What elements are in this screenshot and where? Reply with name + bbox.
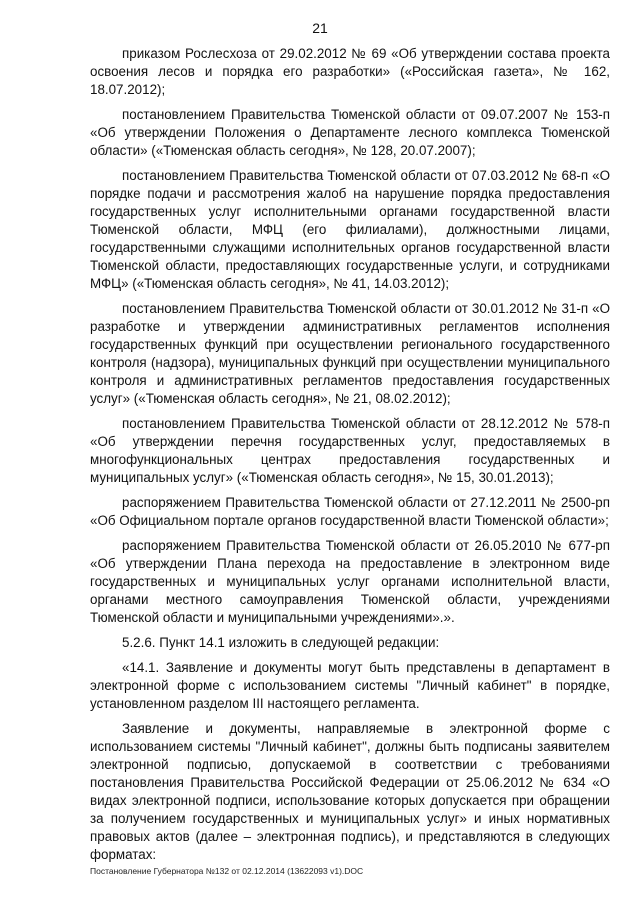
document-footer: Постановление Губернатора №132 от 02.12.2014 (13622093 v1).DOC xyxy=(90,866,364,876)
paragraph-electronic-signature: Заявление и документы, направляемые в электронной форме с использованием системы "Личный кабинет", должны быть подписаны заявителем электронной подписью, допускаемой в соответствии с требованиями постановления Правительства Российской Федерации от 25.06.2012 № 634 «О видах электронной подписи, использование которых допускается при обращении за получением государственных и муниципальных услуг» и иных нормативных правовых актов (далее – электронная подпись), и представляются в следующих форматах: xyxy=(90,721,610,862)
paragraph-clause-5-2-6: 5.2.6. Пункт 14.1 изложить в следующей редакции: xyxy=(122,635,440,650)
paragraph-resolution-68p: постановлением Правительства Тюменской области от 07.03.2012 № 68-п «О порядке подачи и рассмотрения жалоб на нарушение порядка предоставления государственных услуг исполнительными органами государственной власти Тюменской области, МФЦ (его филиалами), должностными лицами, государственными служащими исполнительных органов государственной власти Тюменской области, предоставляющих государственные услуги, и сотрудниками МФЦ» («Тюменская область сегодня», № 41, 14.03.2012); xyxy=(90,168,610,291)
paragraph-order-677rp: распоряжением Правительства Тюменской области от 26.05.2010 № 677-рп «Об утверждении Плана перехода на предоставление в электронном виде государственных и муниципальных услуг органами исполнительной власти, органами местного самоуправления Тюменской области, учреждениями Тюменской области и муниципальными учреждениями».». xyxy=(90,538,610,625)
paragraph-resolution-31p: постановлением Правительства Тюменской области от 30.01.2012 № 31-п «О разработке и утверждении административных регламентов исполнения государственных функций при осуществлении регионального государственного контроля (надзора), муниципальных функций при осуществлении муниципального контроля и административных регламентов предоставления государственных услуг» («Тюменская область сегодня», № 21, 08.02.2012); xyxy=(90,301,610,406)
paragraph-roslesxoz-order: приказом Рослесхоза от 29.02.2012 № 69 «Об утверждении состава проекта освоения лесов и порядка его разработки» («Российская газета», № 162, 18.07.2012); xyxy=(90,46,610,97)
page-number: 21 xyxy=(312,20,328,36)
paragraph-order-2500rp: распоряжением Правительства Тюменской области от 27.12.2011 № 2500-рп «Об Официальном портале органов государственной власти Тюменской области»; xyxy=(90,495,610,528)
paragraph-clause-14-1: «14.1. Заявление и документы могут быть представлены в департамент в электронной форме с использованием системы "Личный кабинет" в порядке, установленном разделом III настоящего регламента. xyxy=(90,660,610,711)
paragraph-resolution-153p: постановлением Правительства Тюменской области от 09.07.2007 № 153-п «Об утверждении Положения о Департаменте лесного комплекса Тюменской области» («Тюменская область сегодня», № 128, 20.07.2007); xyxy=(90,107,610,158)
document-body xyxy=(90,45,610,871)
paragraph-resolution-578p: постановлением Правительства Тюменской области от 28.12.2012 № 578-п «Об утверждении перечня государственных услуг, предоставляемых в многофункциональных центрах предоставления государственных и муниципальных услуг» («Тюменская область сегодня», № 15, 30.01.2013); xyxy=(90,416,610,485)
